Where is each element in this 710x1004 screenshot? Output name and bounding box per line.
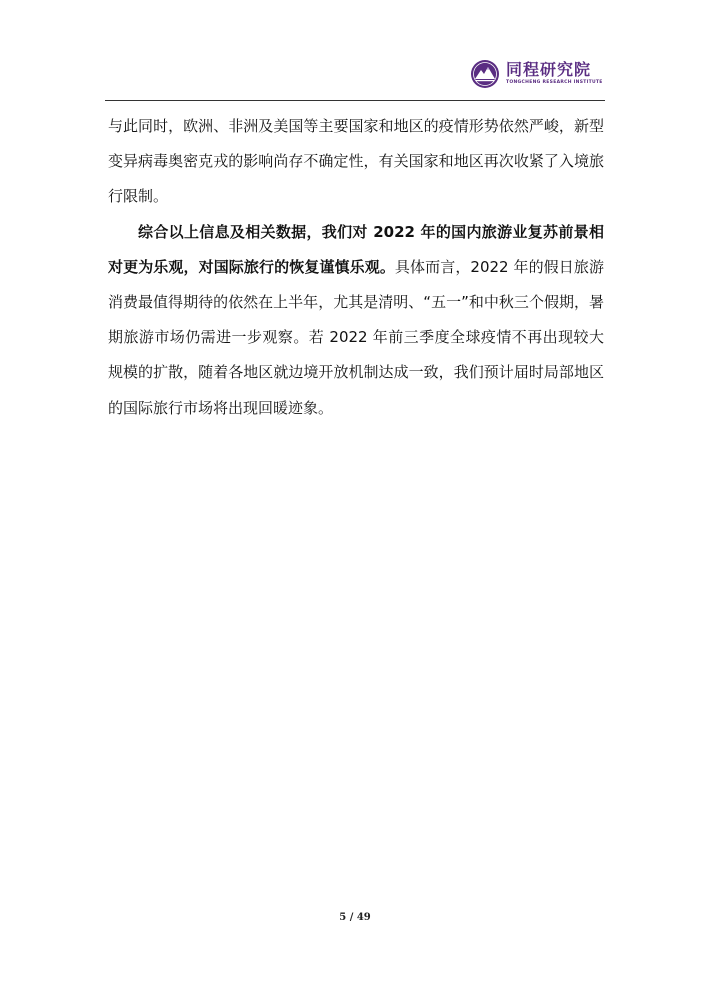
paragraph-1: 与此同时，欧洲、非洲及美国等主要国家和地区的疫情形势依然严峻，新型变异病毒奥密克戎的影响尚存不确定性，有关国家和地区再次收紧了入境旅行限制。 <box>108 117 604 206</box>
logo-chinese-name: 同程研究院 <box>506 60 592 80</box>
paragraph-2 <box>108 215 604 426</box>
page-body <box>108 109 604 426</box>
page-number: 5 / 49 <box>339 912 371 923</box>
paragraph-2-bold-lead: 综合以上信息及相关数据，我们对 2022 年的国内旅游业复苏前景相对更为乐观，对国际旅行的恢复谨慎乐观。 <box>108 222 604 276</box>
header-logo <box>470 56 610 92</box>
mountain-emblem-icon <box>470 59 500 89</box>
header-divider <box>105 100 605 101</box>
logo-english-name: TONGCHENG RESEARCH INSTITUTE <box>506 80 603 86</box>
logo-text <box>506 62 603 86</box>
paragraph-2-body: 具体而言，2022 年的假日旅游消费最值得期待的依然在上半年，尤其是清明、“五一”和中秋三个假期，暑期旅游市场仍需进一步观察。若 2022 年前三季度全球疫情不再出现较大规模的扩散，随着各地区就边境开放机制达成一致，我们预计届时局部地区的国际旅行市场将出现回暖迹象。 <box>108 257 604 417</box>
